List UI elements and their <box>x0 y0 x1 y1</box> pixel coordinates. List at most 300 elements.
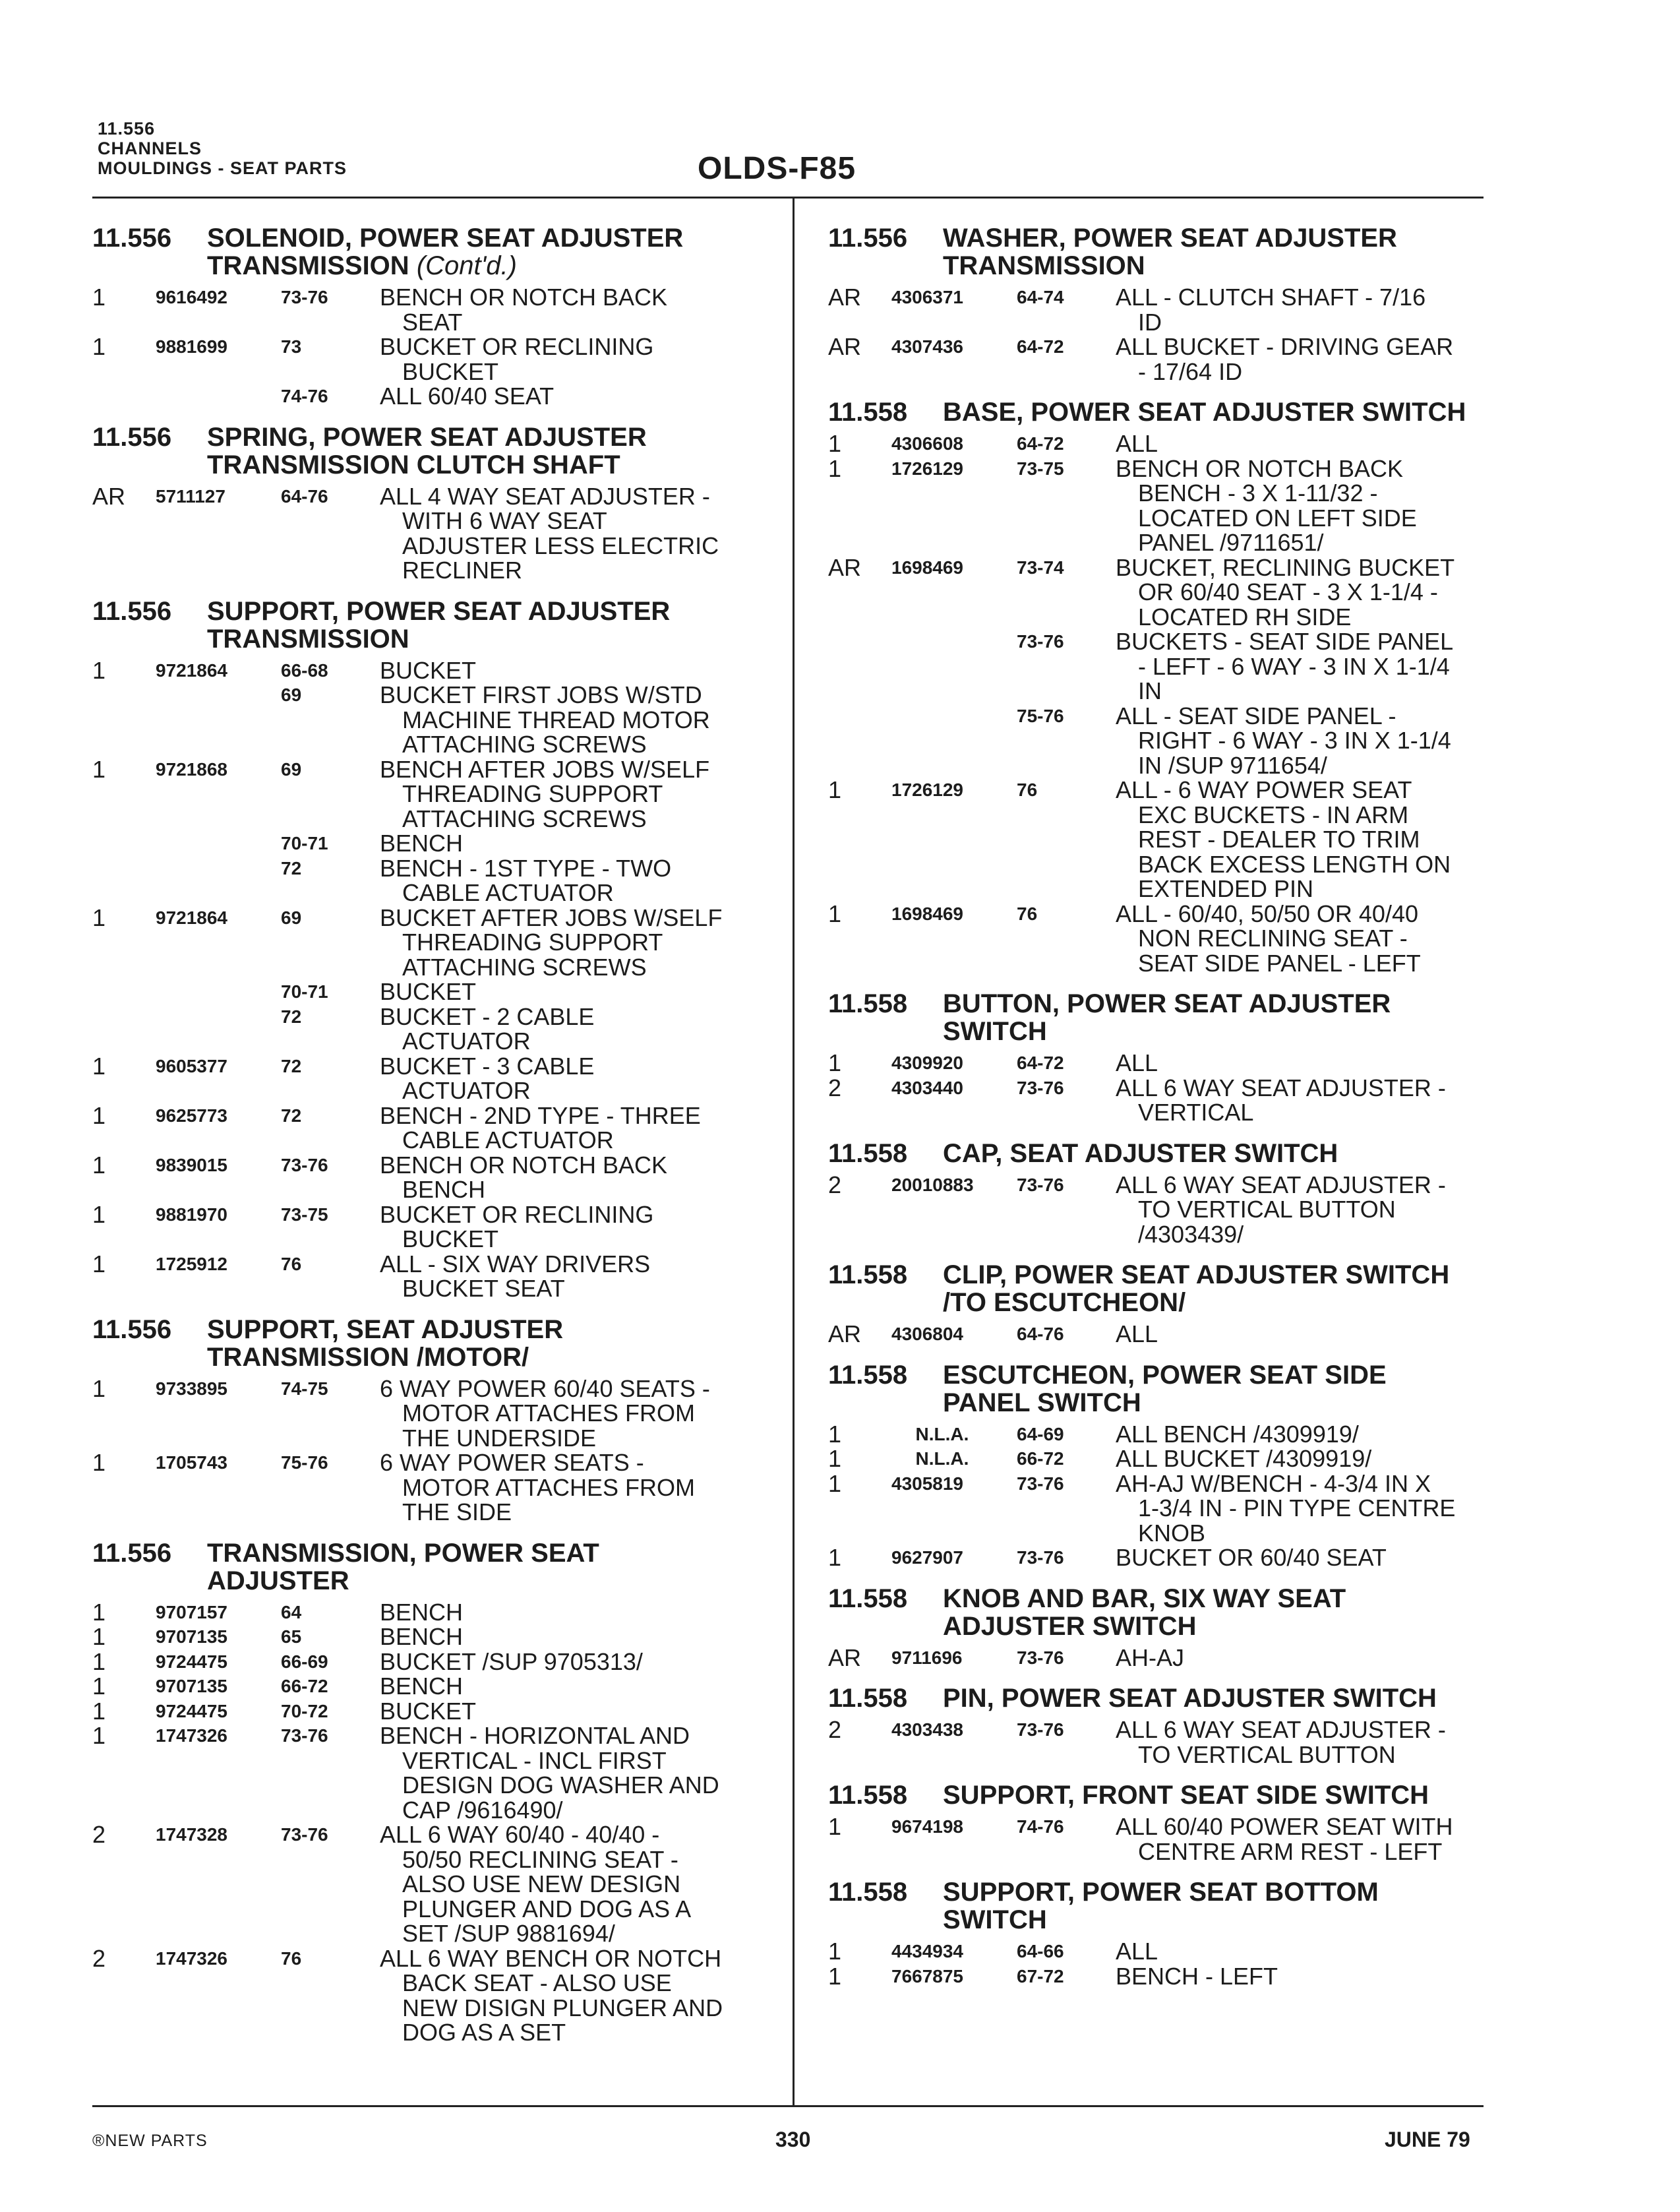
part-description <box>380 1153 778 1202</box>
model-years: 64-69 <box>1017 1423 1064 1444</box>
part-description <box>1116 1322 1494 1347</box>
section-number: 11.558 <box>828 398 908 427</box>
model-years: 64-72 <box>1017 336 1064 357</box>
description-line: EXTENDED PIN <box>1138 875 1314 902</box>
section-title-line: TRANSMISSION, POWER SEAT <box>207 1538 599 1568</box>
part-row <box>92 658 778 683</box>
part-number: 9707157 <box>156 1601 228 1622</box>
section-title <box>943 398 1494 426</box>
part-row <box>828 1446 1494 1471</box>
part-row <box>828 704 1494 778</box>
part-number: 9625773 <box>156 1105 228 1126</box>
section-heading <box>828 1878 1494 1934</box>
model-years: 69 <box>281 907 302 928</box>
description-line: SEAT <box>402 308 463 336</box>
section-subtitle: (Cont'd.) <box>416 251 517 280</box>
description-line: DESIGN DOG WASHER AND <box>402 1771 719 1798</box>
description-line: CABLE ACTUATOR <box>402 1126 614 1153</box>
description-line: ALL BUCKET /4309919/ <box>1116 1445 1372 1472</box>
quantity: 1 <box>92 755 106 783</box>
description-line: 6 WAY POWER SEATS - <box>380 1449 644 1476</box>
part-description <box>380 1054 778 1103</box>
part-row <box>828 1939 1494 1964</box>
description-line: BENCH OR NOTCH BACK <box>1116 454 1404 482</box>
description-line: BENCH <box>402 1176 486 1203</box>
description-line: BUCKET <box>402 357 499 385</box>
section-number: 11.556 <box>92 1314 172 1344</box>
section-title-line: SOLENOID, POWER SEAT ADJUSTER <box>207 224 684 253</box>
description-line: THE SIDE <box>402 1498 512 1525</box>
description-line: BENCH - 1ST TYPE - TWO <box>380 854 672 882</box>
description-line: ALL <box>1116 1320 1158 1347</box>
part-row <box>92 384 778 409</box>
part-row <box>92 831 778 856</box>
description-line: LOCATED ON LEFT SIDE <box>1138 504 1417 532</box>
section-title-line: SUPPORT, SEAT ADJUSTER <box>207 1314 564 1344</box>
model-years: 73-76 <box>1017 1473 1064 1494</box>
model-years: 73-76 <box>1017 1077 1064 1098</box>
part-description <box>380 1600 778 1625</box>
quantity: 1 <box>92 1151 106 1179</box>
description-line: ALL 4 WAY SEAT ADJUSTER - <box>380 482 710 510</box>
part-description <box>1116 285 1494 334</box>
description-line: BENCH OR NOTCH BACK <box>380 284 668 311</box>
section-number: 11.558 <box>828 1360 908 1390</box>
part-number: 9721864 <box>156 907 228 928</box>
section-title-line: PIN, POWER SEAT ADJUSTER SWITCH <box>943 1684 1437 1713</box>
quantity: 1 <box>828 1938 842 1965</box>
quantity: AR <box>828 333 862 360</box>
section-heading <box>828 1140 1494 1167</box>
section-title-line: TRANSMISSION CLUTCH SHAFT <box>207 450 620 479</box>
part-number <box>156 1004 281 1054</box>
model-years: 69 <box>281 758 302 780</box>
section-title <box>943 1140 1494 1167</box>
part-number: 1747326 <box>156 1725 228 1746</box>
part-number: 4434934 <box>891 1941 964 1961</box>
part-number: 1726129 <box>891 780 964 800</box>
part-row <box>828 1051 1494 1076</box>
quantity: 1 <box>828 776 842 803</box>
part-number: 4309920 <box>891 1053 964 1073</box>
parts-section <box>92 1539 778 2045</box>
section-title-line <box>207 252 778 280</box>
model-years: 64-66 <box>1017 1941 1064 1961</box>
part-row <box>92 1699 778 1724</box>
model-years: 73-75 <box>1017 458 1064 479</box>
description-line: ALL - SIX WAY DRIVERS <box>380 1250 651 1277</box>
section-title <box>207 598 778 653</box>
section-title-line: CAP, SEAT ADJUSTER SWITCH <box>943 1138 1338 1168</box>
part-row <box>92 1103 778 1153</box>
part-row <box>92 1202 778 1252</box>
part-description <box>380 1822 778 1946</box>
part-description <box>380 1649 778 1674</box>
parts-section <box>828 224 1494 384</box>
parts-section <box>828 1684 1494 1767</box>
description-line: BENCH - HORIZONTAL AND <box>380 1722 690 1749</box>
quantity: 1 <box>92 284 106 311</box>
description-line: BUCKET OR RECLINING <box>380 333 654 360</box>
quantity: 1 <box>828 454 842 482</box>
part-row <box>92 1252 778 1301</box>
description-line: BUCKET <box>380 656 477 684</box>
part-number: 1747326 <box>156 1948 228 1969</box>
description-line: ALL 6 WAY SEAT ADJUSTER - <box>1116 1716 1446 1743</box>
parts-section <box>828 1261 1494 1347</box>
description-line: VERTICAL - INCL FIRST <box>402 1746 667 1774</box>
part-row <box>92 1674 778 1699</box>
section-heading <box>92 1539 778 1595</box>
description-line: TO VERTICAL BUTTON <box>1138 1196 1396 1223</box>
issue-date: JUNE 79 <box>1385 2128 1470 2151</box>
description-line: THREADING SUPPORT <box>402 929 663 956</box>
section-title-line: KNOB AND BAR, SIX WAY SEAT <box>943 1583 1346 1613</box>
description-line: MOTOR ATTACHES FROM <box>402 1399 696 1427</box>
model-years: 75-76 <box>1017 705 1064 726</box>
model-years: 64-74 <box>1017 287 1064 307</box>
description-line: BENCH <box>380 1673 464 1700</box>
part-description <box>1116 1717 1494 1767</box>
description-line: 1-3/4 IN - PIN TYPE CENTRE <box>1138 1494 1456 1521</box>
section-number: 11.558 <box>828 1878 908 1907</box>
model-years: 76 <box>1017 780 1038 800</box>
description-line: PLUNGER AND DOG AS A <box>402 1895 692 1922</box>
section-heading <box>828 224 1494 280</box>
quantity: AR <box>828 1644 862 1671</box>
part-row <box>92 1822 778 1946</box>
section-title-line: PANEL SWITCH <box>943 1388 1141 1417</box>
header-line: MOULDINGS - SEAT PARTS <box>98 158 347 178</box>
description-line: ALL 6 WAY BENCH OR NOTCH <box>380 1944 722 1972</box>
part-description <box>380 285 778 334</box>
part-description <box>380 1004 778 1054</box>
part-description <box>380 1103 778 1153</box>
quantity: 1 <box>828 1445 842 1472</box>
part-row <box>828 334 1494 384</box>
model-years: 73-76 <box>1017 1547 1064 1568</box>
model-years: 72 <box>281 1105 302 1126</box>
part-description <box>380 1723 778 1822</box>
part-number: 9707135 <box>156 1676 228 1696</box>
quantity: 1 <box>92 1647 106 1675</box>
parts-section <box>828 1781 1494 1864</box>
description-line: BUCKET SEAT <box>402 1275 565 1302</box>
part-description <box>380 683 778 757</box>
parts-section <box>92 1316 778 1525</box>
model-years: 73 <box>281 336 302 357</box>
part-description <box>380 1699 778 1724</box>
quantity: 1 <box>92 1598 106 1626</box>
section-title-line: SUPPORT, FRONT SEAT SIDE SWITCH <box>943 1781 1429 1810</box>
section-title <box>207 423 778 479</box>
section-title <box>943 1585 1494 1640</box>
section-title <box>943 1684 1494 1712</box>
quantity: AR <box>828 284 862 311</box>
section-title-line: TRANSMISSION <box>943 251 1145 280</box>
part-number: 1698469 <box>891 903 964 924</box>
section-heading <box>828 1781 1494 1809</box>
model-years: 72 <box>281 857 302 878</box>
description-line: BENCH - 3 X 1-11/32 - <box>1138 479 1378 507</box>
quantity <box>828 704 891 778</box>
quantity: 2 <box>828 1716 842 1743</box>
section-title-line: ESCUTCHEON, POWER SEAT SIDE <box>943 1360 1387 1390</box>
model-years: 74-76 <box>1017 1816 1064 1837</box>
description-line: TO VERTICAL BUTTON <box>1138 1740 1396 1768</box>
quantity <box>828 629 891 704</box>
part-number: 4305819 <box>891 1473 964 1494</box>
description-line: /4303439/ <box>1138 1220 1244 1248</box>
description-line: ALL <box>1116 1049 1158 1076</box>
section-title <box>943 1878 1494 1934</box>
parts-section <box>828 398 1494 975</box>
part-number: 9881699 <box>156 336 228 357</box>
description-line: BUCKET OR 60/40 SEAT <box>1116 1544 1387 1571</box>
part-description <box>1116 1446 1494 1471</box>
description-line: ATTACHING SCREWS <box>402 731 647 758</box>
part-number: 9605377 <box>156 1055 228 1076</box>
quantity: 1 <box>92 1200 106 1228</box>
section-title <box>943 1781 1494 1809</box>
section-heading <box>828 398 1494 426</box>
part-number <box>156 979 281 1004</box>
quantity: 1 <box>828 1420 842 1448</box>
model-years: 73-76 <box>1017 1647 1064 1668</box>
description-line: SEAT SIDE PANEL - LEFT <box>1138 949 1421 977</box>
quantity: AR <box>828 1320 862 1347</box>
parts-section <box>828 1361 1494 1570</box>
part-description <box>380 1202 778 1252</box>
part-number <box>891 704 1017 778</box>
quantity: 1 <box>92 1250 106 1277</box>
description-line: BUCKET - 2 CABLE <box>380 1002 595 1030</box>
part-number: 1725912 <box>156 1253 228 1274</box>
part-description <box>380 906 778 980</box>
part-description <box>380 658 778 683</box>
part-description <box>380 1946 778 2045</box>
model-years: 73-76 <box>1017 1719 1064 1740</box>
quantity <box>92 979 156 1004</box>
description-line: BUCKET /SUP 9705313/ <box>380 1647 643 1675</box>
section-heading <box>828 990 1494 1045</box>
model-years: 73-76 <box>1017 631 1064 652</box>
description-line: ATTACHING SCREWS <box>402 953 647 981</box>
part-number: 9627907 <box>891 1547 964 1568</box>
description-line: BUCKET OR RECLINING <box>380 1200 654 1228</box>
part-number: 4307436 <box>891 336 964 357</box>
part-row <box>828 1322 1494 1347</box>
part-row <box>92 334 778 384</box>
part-row <box>92 1004 778 1054</box>
description-line: ALL <box>1116 430 1158 457</box>
part-number: 9674198 <box>891 1816 964 1837</box>
quantity: 1 <box>828 1049 842 1076</box>
section-title-line: /TO ESCUTCHEON/ <box>943 1288 1186 1317</box>
section-title-line: SWITCH <box>943 1905 1047 1934</box>
parts-section <box>92 224 778 409</box>
section-heading <box>828 1261 1494 1316</box>
model-years: 72 <box>281 1006 302 1027</box>
section-number: 11.558 <box>828 1583 908 1613</box>
description-line: EXC BUCKETS - IN ARM <box>1138 801 1409 828</box>
part-number: 1698469 <box>891 557 964 578</box>
description-line: ACTUATOR <box>402 1028 531 1055</box>
part-number: 1726129 <box>891 458 964 479</box>
description-line: ALL 6 WAY SEAT ADJUSTER - <box>1116 1171 1446 1198</box>
quantity: AR <box>92 482 126 510</box>
description-line: BENCH <box>380 1598 464 1626</box>
section-number: 11.556 <box>92 1538 172 1568</box>
section-number: 11.556 <box>828 224 908 253</box>
part-description <box>380 831 778 856</box>
parts-section <box>92 598 778 1301</box>
description-line: THREADING SUPPORT <box>402 780 663 807</box>
section-title-line: ADJUSTER <box>207 1566 349 1595</box>
part-row <box>828 1471 1494 1546</box>
part-row <box>92 1649 778 1674</box>
description-line: BUCKET, RECLINING BUCKET <box>1116 553 1455 581</box>
section-title <box>943 990 1494 1045</box>
part-description <box>380 1674 778 1699</box>
parts-section <box>828 990 1494 1125</box>
part-description <box>380 1450 778 1525</box>
quantity: 1 <box>828 1544 842 1571</box>
part-description <box>380 484 778 583</box>
model-years: 66-72 <box>281 1676 328 1696</box>
quantity: 1 <box>92 1722 106 1749</box>
description-line: PANEL /9711651/ <box>1138 529 1324 556</box>
section-title <box>207 224 778 280</box>
section-title-text: TRANSMISSION <box>207 251 409 280</box>
part-description <box>380 1624 778 1649</box>
section-number: 11.556 <box>92 224 172 253</box>
section-title-line: TRANSMISSION /MOTOR/ <box>207 1342 529 1372</box>
description-line: ALL - 60/40, 50/50 OR 40/40 <box>1116 900 1418 927</box>
section-heading <box>828 1361 1494 1417</box>
running-header <box>98 119 347 178</box>
part-description <box>1116 1471 1494 1546</box>
quantity: 1 <box>92 1623 106 1650</box>
part-number <box>156 831 281 856</box>
section-heading <box>92 1316 778 1371</box>
model-years: 76 <box>1017 903 1038 924</box>
description-line: SET /SUP 9881694/ <box>402 1920 615 1947</box>
footer-note: ®NEW PARTS <box>92 2132 208 2150</box>
part-number: 9711696 <box>891 1647 963 1668</box>
section-heading <box>828 1585 1494 1640</box>
part-number: 9724475 <box>156 1651 228 1672</box>
description-line: BENCH OR NOTCH BACK <box>380 1151 668 1179</box>
part-number: 9839015 <box>156 1154 228 1175</box>
model-years: 70-71 <box>281 981 328 1002</box>
part-row <box>828 902 1494 976</box>
section-heading <box>828 1684 1494 1712</box>
description-line: REST - DEALER TO TRIM <box>1138 826 1420 853</box>
description-line: ALSO USE NEW DESIGN <box>402 1870 681 1897</box>
part-description <box>1116 778 1494 902</box>
quantity: 2 <box>92 1944 106 1972</box>
quantity <box>92 856 156 906</box>
model-years: 73-76 <box>281 1154 328 1175</box>
description-line: BACK EXCESS LENGTH ON <box>1138 850 1451 878</box>
description-line: LOCATED RH SIDE <box>1138 603 1352 630</box>
part-number: 4303440 <box>891 1077 964 1098</box>
part-row <box>92 1450 778 1525</box>
section-title <box>943 1361 1494 1417</box>
description-line: BENCH <box>380 1623 464 1650</box>
part-description <box>1116 334 1494 384</box>
parts-section <box>828 1140 1494 1247</box>
part-row <box>828 1964 1494 1989</box>
part-row <box>92 1946 778 2045</box>
part-row <box>828 1422 1494 1447</box>
part-number <box>891 629 1017 704</box>
description-line: ATTACHING SCREWS <box>402 805 647 832</box>
part-number: 7667875 <box>891 1965 964 1986</box>
part-number <box>156 856 281 906</box>
part-row <box>92 1723 778 1822</box>
part-row <box>92 757 778 832</box>
part-number: N.L.A. <box>915 1448 969 1469</box>
part-number: 4303438 <box>891 1719 964 1740</box>
description-line: KNOB <box>1138 1519 1206 1547</box>
section-title-line: BUTTON, POWER SEAT ADJUSTER <box>943 989 1391 1018</box>
quantity: 2 <box>828 1074 842 1101</box>
model-years: 73-76 <box>281 1725 328 1746</box>
part-row <box>828 1076 1494 1125</box>
model-years: 70-72 <box>281 1700 328 1721</box>
part-row <box>828 431 1494 456</box>
description-line: AH-AJ <box>1116 1644 1185 1671</box>
description-line: IN <box>1138 677 1162 704</box>
section-number: 11.558 <box>828 1781 908 1810</box>
description-line: BENCH - LEFT <box>1116 1962 1278 1990</box>
part-description <box>1116 1422 1494 1447</box>
section-title-line: TRANSMISSION <box>207 624 409 654</box>
section-title-line: SUPPORT, POWER SEAT ADJUSTER <box>207 596 671 626</box>
quantity: 1 <box>92 333 106 360</box>
part-row <box>828 1173 1494 1247</box>
quantity: 1 <box>828 1469 842 1497</box>
description-line: ALL 60/40 SEAT <box>380 383 555 410</box>
section-title-line: SUPPORT, POWER SEAT BOTTOM <box>943 1878 1379 1907</box>
description-line: VERTICAL <box>1138 1099 1254 1126</box>
part-description <box>1116 431 1494 456</box>
description-line: BUCKET <box>380 978 477 1005</box>
description-line: 50/50 RECLINING SEAT - <box>402 1845 678 1873</box>
section-number: 11.558 <box>828 1138 908 1168</box>
part-number <box>156 384 281 409</box>
quantity: 1 <box>92 1697 106 1725</box>
section-title-line: SPRING, POWER SEAT ADJUSTER <box>207 422 647 452</box>
left-column <box>92 224 778 2060</box>
quantity <box>92 1004 156 1054</box>
description-line: ALL <box>1116 1938 1158 1965</box>
quantity: 1 <box>92 656 106 684</box>
part-row <box>828 778 1494 902</box>
part-row <box>92 856 778 906</box>
part-row <box>828 1814 1494 1864</box>
model-years: 74-76 <box>281 386 328 406</box>
description-line: ALL - CLUTCH SHAFT - 7/16 <box>1116 284 1426 311</box>
model-years: 75-76 <box>281 1452 328 1473</box>
quantity: 1 <box>92 1101 106 1129</box>
part-number: 9733895 <box>156 1378 228 1399</box>
model-years: 74-75 <box>281 1378 328 1399</box>
part-description <box>1116 629 1494 704</box>
part-row <box>92 1624 778 1649</box>
